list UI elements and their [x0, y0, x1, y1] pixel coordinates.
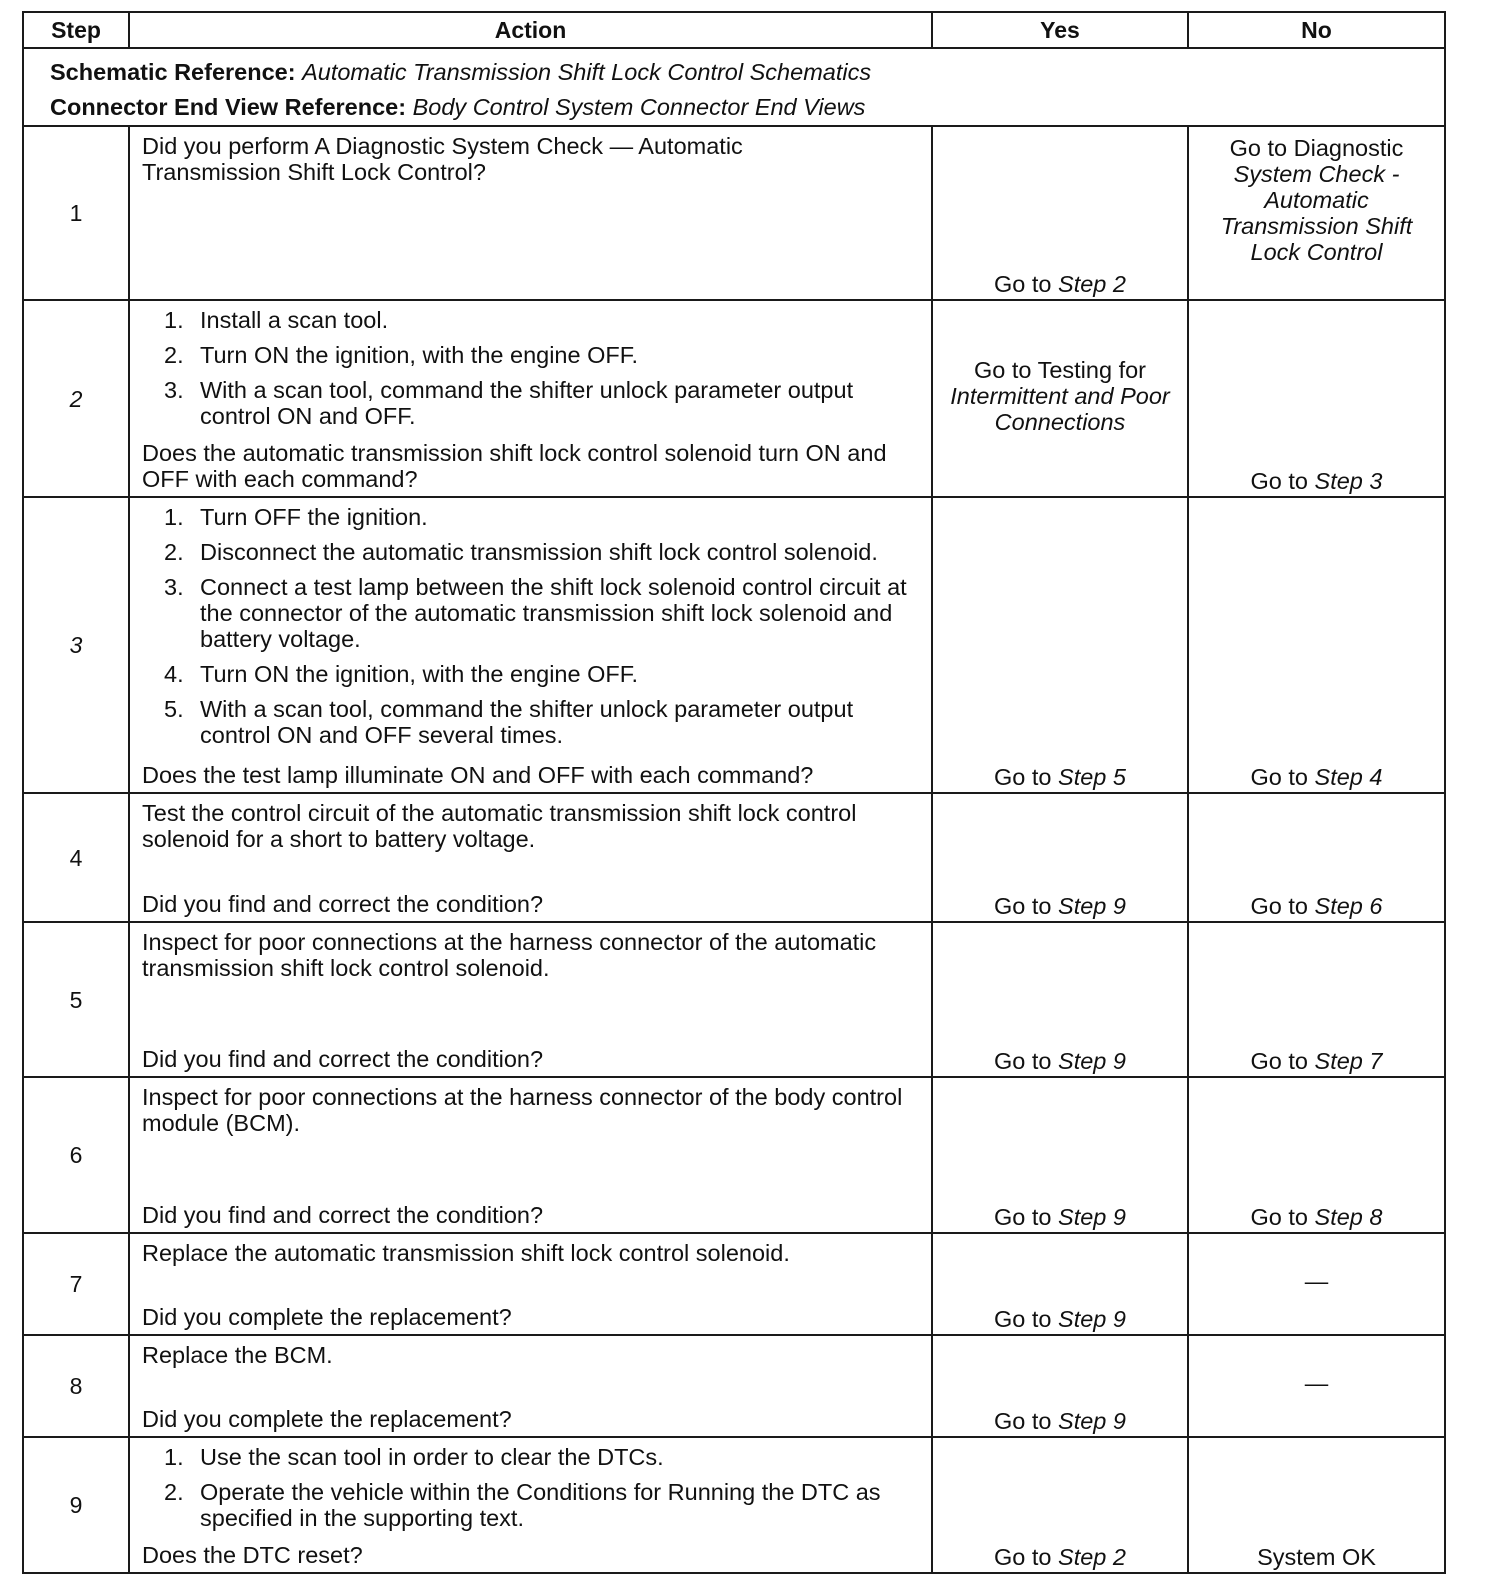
table-row: [23, 497, 1445, 793]
action-step-item: 2. Disconnect the automatic transmission shift lock control solenoid.: [164, 539, 878, 565]
no-result-line: System Check -: [1233, 161, 1400, 187]
yes-result[interactable]: Go to Step 9: [994, 1408, 1126, 1434]
action-step-item: 1. Use the scan tool in order to clear the DTCs.: [164, 1444, 664, 1470]
header-step: Step: [23, 12, 129, 48]
action-step-item: 3. Connect a test lamp between the shift lock solenoid control circuit at the connector of the automatic transmission shift lock solenoid and battery voltage.: [164, 574, 907, 652]
yes-result[interactable]: Go to Step 9: [994, 1048, 1126, 1074]
no-cell: [1188, 1335, 1445, 1437]
action-cell: [129, 300, 932, 497]
step-number: 4: [23, 793, 129, 922]
step-number: 8: [23, 1335, 129, 1437]
action-text: Inspect for poor connections at the harness connector of the body control module (BCM).: [142, 1084, 903, 1136]
yes-cell: [932, 300, 1188, 497]
action-cell: [129, 1233, 932, 1335]
no-cell: [1188, 300, 1445, 497]
no-result-line: Lock Control: [1250, 239, 1383, 265]
no-result-line: Automatic: [1264, 187, 1369, 213]
yes-cell: [932, 497, 1188, 793]
no-result[interactable]: Go to Step 3: [1250, 468, 1383, 494]
action-question: Does the DTC reset?: [142, 1542, 363, 1568]
yes-cell: [932, 793, 1188, 922]
action-step-item: 5. With a scan tool, command the shifter unlock parameter output control ON and OFF several times.: [164, 696, 854, 748]
action-text: Test the control circuit of the automatic transmission shift lock control solenoid for a short to battery voltage.: [142, 800, 857, 852]
table-row: [23, 1335, 1445, 1437]
table-row: [23, 922, 1445, 1077]
schematic-reference: [50, 55, 1444, 90]
yes-result[interactable]: Go to Step 2: [994, 271, 1126, 297]
no-result[interactable]: Go to Step 6: [1250, 893, 1383, 919]
no-result: —: [1304, 1268, 1329, 1294]
no-result: —: [1304, 1370, 1329, 1396]
yes-result-line: Go to Testing for: [974, 357, 1146, 383]
action-text: Replace the BCM.: [142, 1342, 333, 1368]
step-number: 6: [23, 1077, 129, 1233]
yes-result-line: Intermittent and Poor: [950, 383, 1170, 409]
action-cell: [129, 1077, 932, 1233]
action-text: Did you perform A Diagnostic System Check — Automatic Transmission Shift Lock Control?: [142, 133, 743, 185]
header-row: [23, 12, 1445, 48]
schematic-reference-label: Schematic Reference:: [50, 59, 296, 85]
action-question: Did you find and correct the condition?: [142, 1202, 544, 1228]
action-cell: [129, 1335, 932, 1437]
action-question: Does the automatic transmission shift lock control solenoid turn ON and OFF with each command?: [142, 440, 887, 492]
header-action: Action: [129, 12, 932, 48]
yes-result[interactable]: Go to Step 9: [994, 1306, 1126, 1332]
yes-cell: [932, 922, 1188, 1077]
action-question: Did you complete the replacement?: [142, 1304, 512, 1330]
action-question: Did you find and correct the condition?: [142, 891, 544, 917]
table-row: [23, 300, 1445, 497]
no-cell: [1188, 793, 1445, 922]
reference-cell: [23, 48, 1445, 126]
action-question: Did you complete the replacement?: [142, 1406, 512, 1432]
no-result[interactable]: Go to Step 8: [1250, 1204, 1383, 1230]
step-number: 9: [23, 1437, 129, 1573]
connector-reference: [50, 90, 1444, 125]
step-number: 3: [23, 497, 129, 793]
action-step-item: 2. Operate the vehicle within the Conditions for Running the DTC as specified in the supporting text.: [164, 1479, 881, 1531]
yes-cell: [932, 1077, 1188, 1233]
table-row: [23, 793, 1445, 922]
connector-reference-label: Connector End View Reference:: [50, 94, 407, 120]
no-cell: [1188, 922, 1445, 1077]
no-cell: [1188, 1437, 1445, 1573]
reference-row: [23, 48, 1445, 126]
yes-result[interactable]: Go to Step 9: [994, 893, 1126, 919]
no-result-line: Go to Diagnostic: [1229, 135, 1404, 161]
no-cell: [1188, 126, 1445, 300]
action-step-item: 2. Turn ON the ignition, with the engine OFF.: [164, 342, 639, 368]
table-row: [23, 1077, 1445, 1233]
step-number: 2: [23, 300, 129, 497]
yes-cell: [932, 1335, 1188, 1437]
diagnostic-table: [22, 11, 1446, 1574]
action-cell: [129, 922, 932, 1077]
yes-result-line: Connections: [994, 409, 1126, 435]
table-row: [23, 1437, 1445, 1573]
action-step-item: 1. Turn OFF the ignition.: [164, 504, 428, 530]
action-text: Inspect for poor connections at the harness connector of the automatic transmission shift lock control solenoid.: [142, 929, 877, 981]
no-result[interactable]: Go to Step 7: [1250, 1048, 1383, 1074]
action-text: Replace the automatic transmission shift lock control solenoid.: [142, 1240, 790, 1266]
action-step-item: 3. With a scan tool, command the shifter unlock parameter output control ON and OFF.: [164, 377, 854, 429]
action-step-item: 4. Turn ON the ignition, with the engine OFF.: [164, 661, 639, 687]
connector-reference-link[interactable]: Body Control System Connector End Views: [412, 94, 866, 120]
action-cell: [129, 793, 932, 922]
action-question: Did you find and correct the condition?: [142, 1046, 544, 1072]
no-cell: [1188, 1077, 1445, 1233]
yes-result[interactable]: [933, 357, 1187, 435]
schematic-reference-link[interactable]: Automatic Transmission Shift Lock Control Schematics: [302, 59, 872, 85]
no-cell: [1188, 497, 1445, 793]
yes-result[interactable]: Go to Step 9: [994, 1204, 1126, 1230]
action-cell: [129, 497, 932, 793]
no-result: System OK: [1257, 1544, 1376, 1570]
header-no: No: [1188, 12, 1445, 48]
action-step-item: 1. Install a scan tool.: [164, 307, 389, 333]
action-cell: [129, 126, 932, 300]
step-number: 5: [23, 922, 129, 1077]
no-result[interactable]: Go to Step 4: [1250, 764, 1383, 790]
no-cell: [1188, 1233, 1445, 1335]
header-yes: Yes: [932, 12, 1188, 48]
action-cell: [129, 1437, 932, 1573]
no-result[interactable]: [1189, 135, 1444, 265]
yes-result[interactable]: Go to Step 5: [994, 764, 1126, 790]
table-row: [23, 1233, 1445, 1335]
yes-result[interactable]: Go to Step 2: [994, 1544, 1126, 1570]
yes-cell: [932, 1437, 1188, 1573]
yes-cell: [932, 1233, 1188, 1335]
step-number: 1: [23, 126, 129, 300]
no-result-line: Transmission Shift: [1220, 213, 1413, 239]
step-number: 7: [23, 1233, 129, 1335]
action-question: Does the test lamp illuminate ON and OFF with each command?: [142, 762, 814, 788]
yes-cell: [932, 126, 1188, 300]
table-row: [23, 126, 1445, 300]
